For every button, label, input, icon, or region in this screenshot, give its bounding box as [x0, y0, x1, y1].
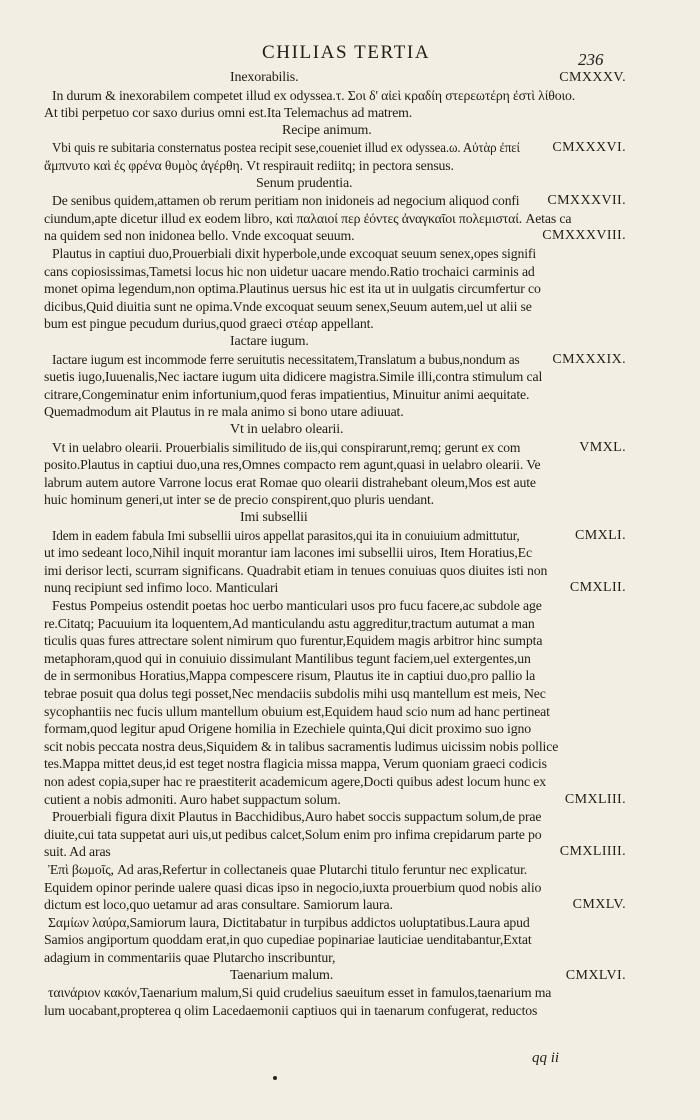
text-line: At tibi perpetuo cor saxo durius omni est.Ita Telemachus ad matrem.	[44, 105, 413, 121]
text-line: ciundum,apte dicetur illud ex eodem libro, καὶ παλαιοί περ ἐόντες ἀναγκαῖοι πολεμισταί. Aetas ca	[44, 210, 572, 226]
text-line: Σαμίων λαύρα,Samiorum laura, Dictitabatur in turpibus addictos uoluptatibus.Laura apud	[48, 914, 530, 930]
text-line: Prouerbiali figura dixit Plautus in Bacchidibus,Auro habet soccis suppactum solum,de prae	[52, 809, 542, 825]
page-number: 236	[578, 50, 604, 69]
text-line: diuite,cui tata suppetat auri uis,ut pedibus calcet,Solum enim pro infima crepidarum parte po	[44, 826, 542, 842]
text-line: re.Citatq; Pacuuium ita loquentem,Ad manticulandu astu aggreditur,tractum autumat a man	[44, 615, 535, 631]
text-line: Equidem opinor perinde ualere quasi dicas ipso in negocio,iuxta prouerbium quod nobis alio	[44, 879, 542, 895]
section-heading: Recipe animum.	[282, 122, 372, 138]
chapter-number: VMXL.	[579, 439, 626, 455]
text-line: dictum est loco,quo uetamur ad aras consultare. Samiorum laura.	[44, 897, 393, 913]
text-line: De senibus quidem,attamen ob rerum peritiam non inidoneis ad negocium aliquod confi	[52, 193, 520, 209]
section-heading: Vt in uelabro olearii.	[230, 422, 344, 437]
text-line: ut imo sedeant loco,Nihil inquit morantur iam lacones imi subsellii uiros, Item Horatius,Ec	[44, 545, 532, 561]
signature-mark: qq ii	[532, 1050, 560, 1066]
text-line: In durum & inexorabilem competet illud ex odyssea.τ. Σοι δ' αἰεὶ κραδίη στερεωτέρη ἐστὶ λίθοιο.	[52, 87, 576, 103]
text-line: Vt in uelabro olearii. Prouerbialis similitudo de iis,qui conspirarunt,remq; gerunt ex com	[52, 439, 521, 455]
running-head: CHILIAS TERTIA	[262, 42, 431, 63]
text-line: suetis iugo,Iuuenalis,Nec iactare iugum uita didicere magistra.Simile illi,contra stimulum cal	[44, 369, 543, 385]
section-heading: Imi subsellii	[240, 510, 308, 525]
text-line: suit. Ad aras	[44, 844, 111, 860]
text-line: posito.Plautus in captiui duo,una res,Omnes compacto rem agunt,quasi in uelabro olearii. Ve	[44, 457, 541, 473]
chapter-number: CMXXXVII.	[547, 193, 626, 209]
chapter-number: CMXLII.	[569, 580, 626, 596]
text-line: lum uocabant,propterea q olim Lacedaemonii captiuos qui in taenarum confugerat, reductos	[44, 1002, 538, 1018]
text-line: na quidem sed non inidonea bello. Vnde excoquat seuum.	[44, 228, 355, 244]
text-line: cans copiosissimas,Tametsi locus hic non uidetur uacare mendo.Ratio trochaici carminis ad	[44, 263, 535, 279]
text-line: Iactare iugum est incommode ferre seruitutis necessitatem,Translatum a bubus,nondum as	[52, 351, 520, 367]
text-line: Idem in eadem fabula Imi subsellii uiros appellat parasitos,qui ita in conuiuium admittutur,	[52, 527, 520, 543]
text-line: bum est pingue pecudum durius,quod graeci στέαρ appellant.	[44, 316, 374, 332]
text-line: labrum autem autore Varrone locus erat Romae quo olearii distrahebant oleum,Mos est aute	[44, 474, 536, 490]
text-line: de in sermonibus Horatius,Mappa compescere risum, Plautus ite in captiui duo,pro pallio la	[44, 668, 536, 684]
section-heading: Inexorabilis.	[230, 70, 299, 85]
text-line: citrare,Congeminatur enim infortunium,quod feras impatientius, Minuitur animi aequitate.	[44, 386, 530, 402]
text-line: dicibus,Quid diuitia sunt ne opima.Vnde excoquat seuum senex,Seuum autem,uel ut alii se	[44, 298, 532, 314]
section-heading: Taenarium malum.	[230, 967, 334, 983]
chapter-number: CMXXXV.	[559, 70, 626, 85]
text-line: ἄμπνυτο καὶ ἐς φρένα θυμὸς ἀγέρθη. Vt respirauit rediitq; in pectora sensus.	[44, 158, 454, 173]
text-line: cutient a nobis admoniti. Auro habet suppactum solum.	[44, 791, 341, 807]
text-line: huic hominum generi,ut inter se de precio conspirent,quo pluris uendant.	[44, 492, 434, 508]
chapter-number: CMXLIIII.	[559, 844, 626, 860]
text-line: ticulis quas fures attrectare solent nimirum quo furentur,Equidem magis arbitror hinc sumpta	[44, 633, 543, 649]
text-line: Vbi quis re subitaria consternatus postea recipit sese,coueniet illud ex odyssea.ω. Αὐτὰρ ἐπεί	[52, 140, 520, 156]
chapter-number: CMXLV.	[572, 897, 626, 913]
text-line: imi derisor lecti, scurram significans. Quadrabit etiam in tenues conuiuas quos diuites isti non	[44, 562, 548, 578]
text-line: Ἐπὶ βωμοῖς, Ad aras,Refertur in collectaneis quae Plutarchi titulo feruntur nec explicatur.	[48, 862, 528, 877]
text-line: tebrae posuit qua dolus tegi posset,Nec mendaciis subdolis mihi usq mantellum est meis, Nec	[44, 686, 546, 701]
chapter-number: CMXXXIX.	[552, 351, 626, 367]
text-line: Samios angiportum quoddam erat,in quo cupediae popinariae lauticiae uenditabantur,Extat	[44, 932, 532, 948]
text-line: ταινάριον κακόν,Taenarium malum,Si quid crudelius saeuitum esset in famulos,taenarium ma	[48, 985, 552, 1001]
section-heading: Senum prudentia.	[256, 175, 353, 191]
text-line: sycophantiis nec fucis ullum mantellum obuium est,Equidem haud scio num ad hanc pertineat	[44, 703, 550, 719]
text-line: metaphoram,quod qui in conuiuio dissimulant Mantilibus tegunt faciem,uel extergentes,un	[44, 650, 531, 666]
section-heading: Iactare iugum.	[230, 334, 309, 349]
text-line: nunq recipiunt sed infimo loco. Manticulari	[44, 580, 279, 596]
text-line: Quemadmodum ait Plautus in re mala animo si bono utare adiuuat.	[44, 404, 404, 420]
text-line: Plautus in captiui duo,Prouerbiali dixit hyperbole,unde excoquat seuum senex,opes signifi	[52, 246, 537, 261]
chapter-number: CMXLVI.	[565, 967, 626, 983]
text-line: monet opima legendum,non optima.Plautinus uersus hic est ita ut in uulgatis circumfertur co	[44, 281, 541, 297]
chapter-number: CMXLIII.	[564, 791, 626, 807]
text-line: scit nobis peccata nostra deus,Siquidem & in talibus sacramentis ludimus uicissim nobis pollice	[44, 738, 559, 754]
page-dot	[273, 1076, 277, 1080]
chapter-number: CMXXXVIII.	[542, 228, 626, 244]
text-line: tes.Mappa mittet deus,id est teget nostra flagicia missa mappa, Verum quoniam graeci codicis	[44, 756, 547, 772]
chapter-number: CMXXXVI.	[552, 140, 626, 156]
chapter-number: CMXLI.	[574, 527, 626, 543]
text-line: adagium in commentariis quae Plutarcho inscribuntur,	[44, 950, 336, 965]
text-line: Festus Pompeius ostendit poetas hoc uerbo manticulari usos pro fucu facere,ac subdole age	[52, 598, 542, 613]
text-line: formam,quod legitur apud Origene homilia in Ezechiele quinta,Qui dicit proximo suo igno	[44, 721, 531, 737]
text-line: non adest copia,super hac re praestiterit academicum agere,Docti quibus adest locum hunc ex	[44, 774, 547, 789]
